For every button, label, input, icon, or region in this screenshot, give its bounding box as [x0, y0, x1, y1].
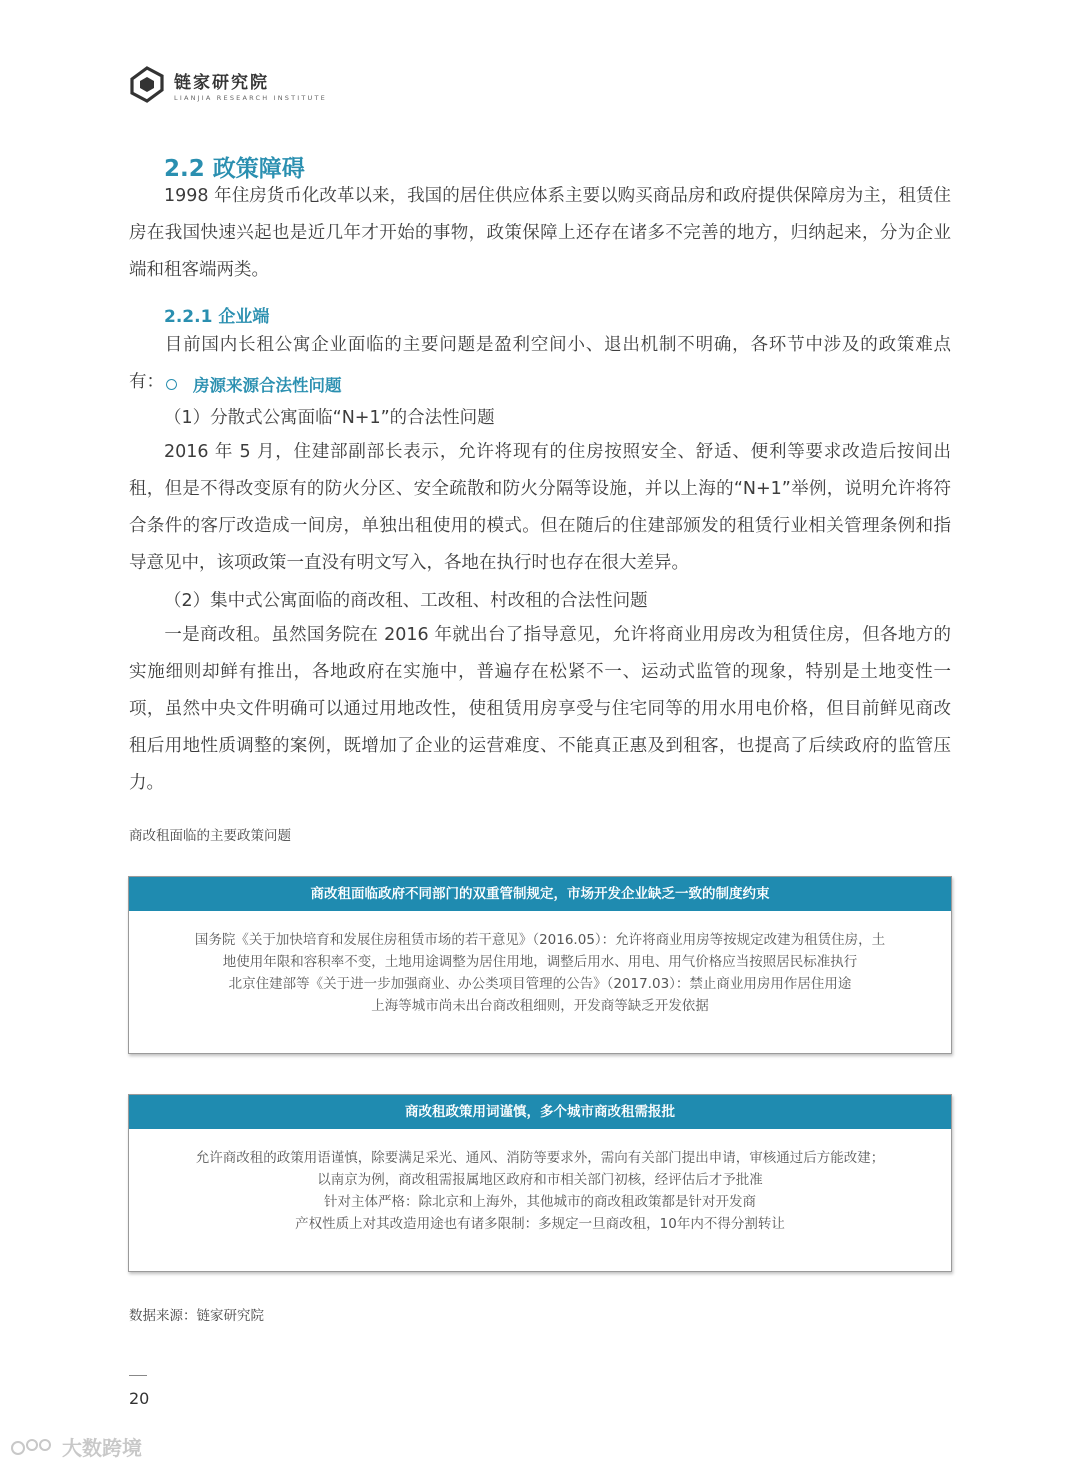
item1-text: 2016 年 5 月，住建部副部长表示，允许将现有的住房按照安全、舒适、便利等要求改造后按间出租，但是不得改变原有的防火分区、安全疏散和防火分隔等设施，并以上海的“N+1”举例，说明允许将符合条件的客厅改造成一间房，单独出租使用的模式。但在随后的住建部颁发的租赁行业相关管理条例和指导意见中，该项政策一直没有明文写入，各地在执行时也存在很大差异。	[129, 442, 951, 573]
policy-box-2-line: 以南京为例，商改租需报属地区政府和市相关部门初核，经评估后才予批准	[317, 1172, 763, 1188]
item1-paragraph	[129, 434, 951, 582]
logo-name: 链家研究院	[174, 73, 269, 93]
bullet-heading-text: 房源来源合法性问题	[193, 376, 342, 395]
circle-bullet-icon	[166, 379, 177, 390]
policy-box-1-line: 地使用年限和容积率不变，土地用途调整为居住用地，调整后用水、用电、用气价格应当按照居民标准执行	[222, 954, 858, 970]
item2-text: 一是商改租。虽然国务院在 2016 年就出台了指导意见，允许将商业用房改为租赁住房，但各地方的实施细则却鲜有推出，各地政府在实施中，普遍存在松紧不一、运动式监管的现象，特别是土地变性一项，虽然中央文件明确可以通过用地改性，使租赁用房享受与住宅同等的用水用电价格，但目前鲜见商改租后用地性质调整的案例，既增加了企业的运营难度、不能真正惠及到租客，也提高了后续政府的监管压力。	[129, 625, 951, 793]
section-title: 2.2 政策障碍	[164, 156, 305, 182]
data-source: 数据来源：链家研究院	[129, 1308, 264, 1324]
policy-box-2-header: 商改租政策用词谨慎，多个城市商改租需报批	[129, 1095, 951, 1129]
page-number-rule	[129, 1375, 147, 1376]
subsection-intro-text: 目前国内长租公寓企业面临的主要问题是盈利空间小、退出机制不明确，各环节中涉及的政策难点有：	[129, 335, 951, 392]
policy-box-2	[128, 1094, 952, 1272]
watermark-logo-icon	[10, 1437, 56, 1457]
watermark	[10, 1432, 142, 1461]
item2-title: （2）集中式公寓面临的商改租、工改租、村改租的合法性问题	[164, 591, 648, 611]
policy-box-1-header: 商改租面临政府不同部门的双重管制规定，市场开发企业缺乏一致的制度约束	[129, 877, 951, 911]
policy-box-1-body	[129, 911, 951, 1017]
policy-box-1-line: 上海等城市尚未出台商改租细则，开发商等缺乏开发依据	[371, 998, 709, 1014]
section-intro-paragraph	[129, 178, 951, 289]
policy-box-2-line: 允许商改租的政策用语谨慎，除要满足采光、通风、消防等要求外，需向有关部门提出申请，审核通过后方能改建；	[195, 1150, 885, 1166]
brand-logo	[128, 66, 327, 104]
logo-icon	[128, 66, 166, 104]
watermark-text: 大数跨境	[62, 1436, 142, 1460]
page-number: 20	[129, 1389, 150, 1408]
policy-box-1	[128, 876, 952, 1054]
figure-caption: 商改租面临的主要政策问题	[129, 828, 291, 844]
policy-box-2-line: 针对主体严格：除北京和上海外，其他城市的商改租政策都是针对开发商	[324, 1194, 756, 1210]
subsection-title: 2.2.1 企业端	[164, 307, 270, 327]
item2-paragraph	[129, 617, 951, 802]
policy-box-1-line: 北京住建部等《关于进一步加强商业、办公类项目管理的公告》（2017.03）：禁止商业用房用作居住用途	[228, 976, 852, 992]
policy-box-2-body	[129, 1129, 951, 1235]
logo-subtitle: LIANJIA RESEARCH INSTITUTE	[174, 94, 327, 102]
policy-box-2-line: 产权性质上对其改造用途也有诸多限制：多规定一旦商改租，10年内不得分割转让	[295, 1216, 785, 1232]
bullet-heading	[166, 372, 342, 396]
item1-title: （1）分散式公寓面临“N+1”的合法性问题	[164, 408, 495, 428]
policy-box-1-line: 国务院《关于加快培育和发展住房租赁市场的若干意见》（2016.05）：允许将商业用房等按规定改建为租赁住房，土	[194, 932, 886, 948]
section-intro-text: 1998 年住房货币化改革以来，我国的居住供应体系主要以购买商品房和政府提供保障房为主，租赁住房在我国快速兴起也是近几年才开始的事物，政策保障上还存在诸多不完善的地方，归纳起来，分为企业端和租客端两类。	[129, 186, 951, 280]
